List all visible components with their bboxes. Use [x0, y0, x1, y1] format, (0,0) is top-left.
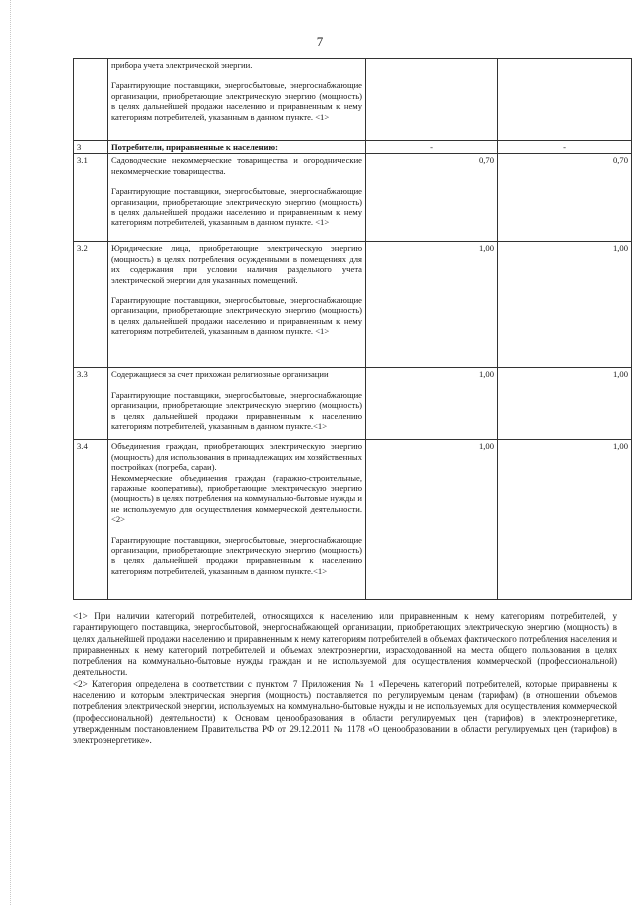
row-description: [108, 440, 366, 600]
scan-edge: [10, 0, 12, 905]
value-cell: [498, 59, 632, 141]
table-row: [74, 141, 632, 154]
value-cell: -: [498, 141, 632, 154]
value-cell: 0,70: [366, 154, 498, 242]
row-number: 3.1: [74, 154, 108, 242]
value-cell: [366, 59, 498, 141]
row-number: [74, 59, 108, 141]
value-cell: 1,00: [366, 440, 498, 600]
section-title: Потребители, приравненные к населению:: [108, 141, 366, 154]
row-description: [108, 154, 366, 242]
table-row: [74, 59, 632, 141]
tariff-table: [73, 58, 632, 600]
page-number: 7: [316, 34, 324, 49]
table-row: [74, 242, 632, 368]
row-text: Содержащиеся за счет прихожан религиозные организации: [111, 369, 329, 380]
row-text: Гарантирующие поставщики, энергосбытовые, энергоснабжающие организации, приобретающие электрическую энергию (мощность) в целях дальнейшей продажи приравненным к населению категориям потребителей, указанным в данном пункте.<1>: [111, 389, 362, 432]
value-cell: 1,00: [498, 242, 632, 368]
row-number: 3.4: [74, 440, 108, 600]
row-text: Гарантирующие поставщики, энергосбытовые, энергоснабжающие организации, приобретающие электрическую энергию (мощность) в целях дальнейшей продажи населению и приравненным к нему категориям потребителей, указанным в данном пункте. <1>: [111, 186, 362, 228]
value-cell: 1,00: [498, 440, 632, 600]
footnotes: [73, 611, 617, 747]
row-text: Объединения граждан, приобретающих электрическую энергию (мощность) для использования в принадлежащих им хозяйственных постройках (погреба, сараи).: [111, 441, 362, 473]
value-cell: 1,00: [498, 368, 632, 440]
row-description: [108, 59, 366, 141]
row-description: [108, 242, 366, 368]
row-description: [108, 368, 366, 440]
value-cell: 0,70: [498, 154, 632, 242]
row-text: Гарантирующие поставщики, энергосбытовые, энергоснабжающие организации, приобретающие электрическую энергию (мощность) в целях дальнейшей продажи приравненным к населению категориям потребителей, указанным в данном пункте.<1>: [111, 534, 362, 576]
footnote: <2> Категория определена в соответствии с пунктом 7 Приложения № 1 «Перечень категорий потребителей, которые приравнены к населению и которым электрическая энергия (мощность) поставляется по регулируемым ценам (тарифам) (в отношении объемов потребления электрической энергии, используемых на коммунально-бытовые нужды и не используемых для осуществления коммерческой (профессиональной) деятельности) к Основам ценообразования в области регулируемых цен (тарифов) в электроэнергетике, утвержденным постановлением Правительства РФ от 29.12.2011 № 1178 «О ценообразовании в области регулируемых цен (тарифов) в электроэнергетике».: [73, 678, 617, 746]
table-row: [74, 440, 632, 600]
row-number: 3: [74, 141, 108, 154]
row-text: Юридические лица, приобретающие электрическую энергию (мощность) в целях потребления осужденными в помещениях для их содержания при условии наличия раздельного учета электрической энергии для указанных помещений.: [111, 243, 362, 285]
row-text: Садоводческие некоммерческие товарищества и огороднические некоммерческие товарищества.: [111, 155, 362, 176]
value-cell: 1,00: [366, 242, 498, 368]
row-number: 3.3: [74, 368, 108, 440]
row-text: прибора учета электрической энергии.: [111, 60, 253, 70]
footnote: <1> При наличии категорий потребителей, относящихся к населению или приравненным к нему категориям потребителей, у гарантирующего поставщика, энергосбытовой, энергоснабжающей организации, приобретающих электрическую энергию (мощность) в целях дальнейшей продажи населению и приравненным к нему категориям потребителей в объемах фактического потребления населения и приравненных к нему категорий потребителей и объемах электроэнергии, израсходованной на места общего пользования в целях потребления на коммунально-бытовые нужды граждан и не используемой для осуществления коммерческой (профессиональной) деятельности.: [73, 611, 617, 678]
row-text: Гарантирующие поставщики, энергосбытовые, энергоснабжающие организации, приобретающие электрическую энергию (мощность) в целях дальнейшей продажи населению и приравненным к нему категориям потребителей, указанным в данном пункте. <1>: [111, 80, 362, 122]
table-row: [74, 154, 632, 242]
row-number: 3.2: [74, 242, 108, 368]
table-row: [74, 368, 632, 440]
value-cell: 1,00: [366, 368, 498, 440]
row-text: Некоммерческие объединения граждан (гаражно-строительные, гаражные кооперативы), приобретающие электрическую энергию (мощность) в целях потребления на коммунально-бытовые нужды и не используемую для осуществления коммерческой деятельности. <2>: [111, 472, 362, 525]
value-cell: -: [366, 141, 498, 154]
row-text: Гарантирующие поставщики, энергосбытовые, энергоснабжающие организации, приобретающие электрическую энергию (мощность) в целях дальнейшей продажи населению и приравненным к нему категориям потребителей, указанным в данном пункте. <1>: [111, 295, 362, 337]
